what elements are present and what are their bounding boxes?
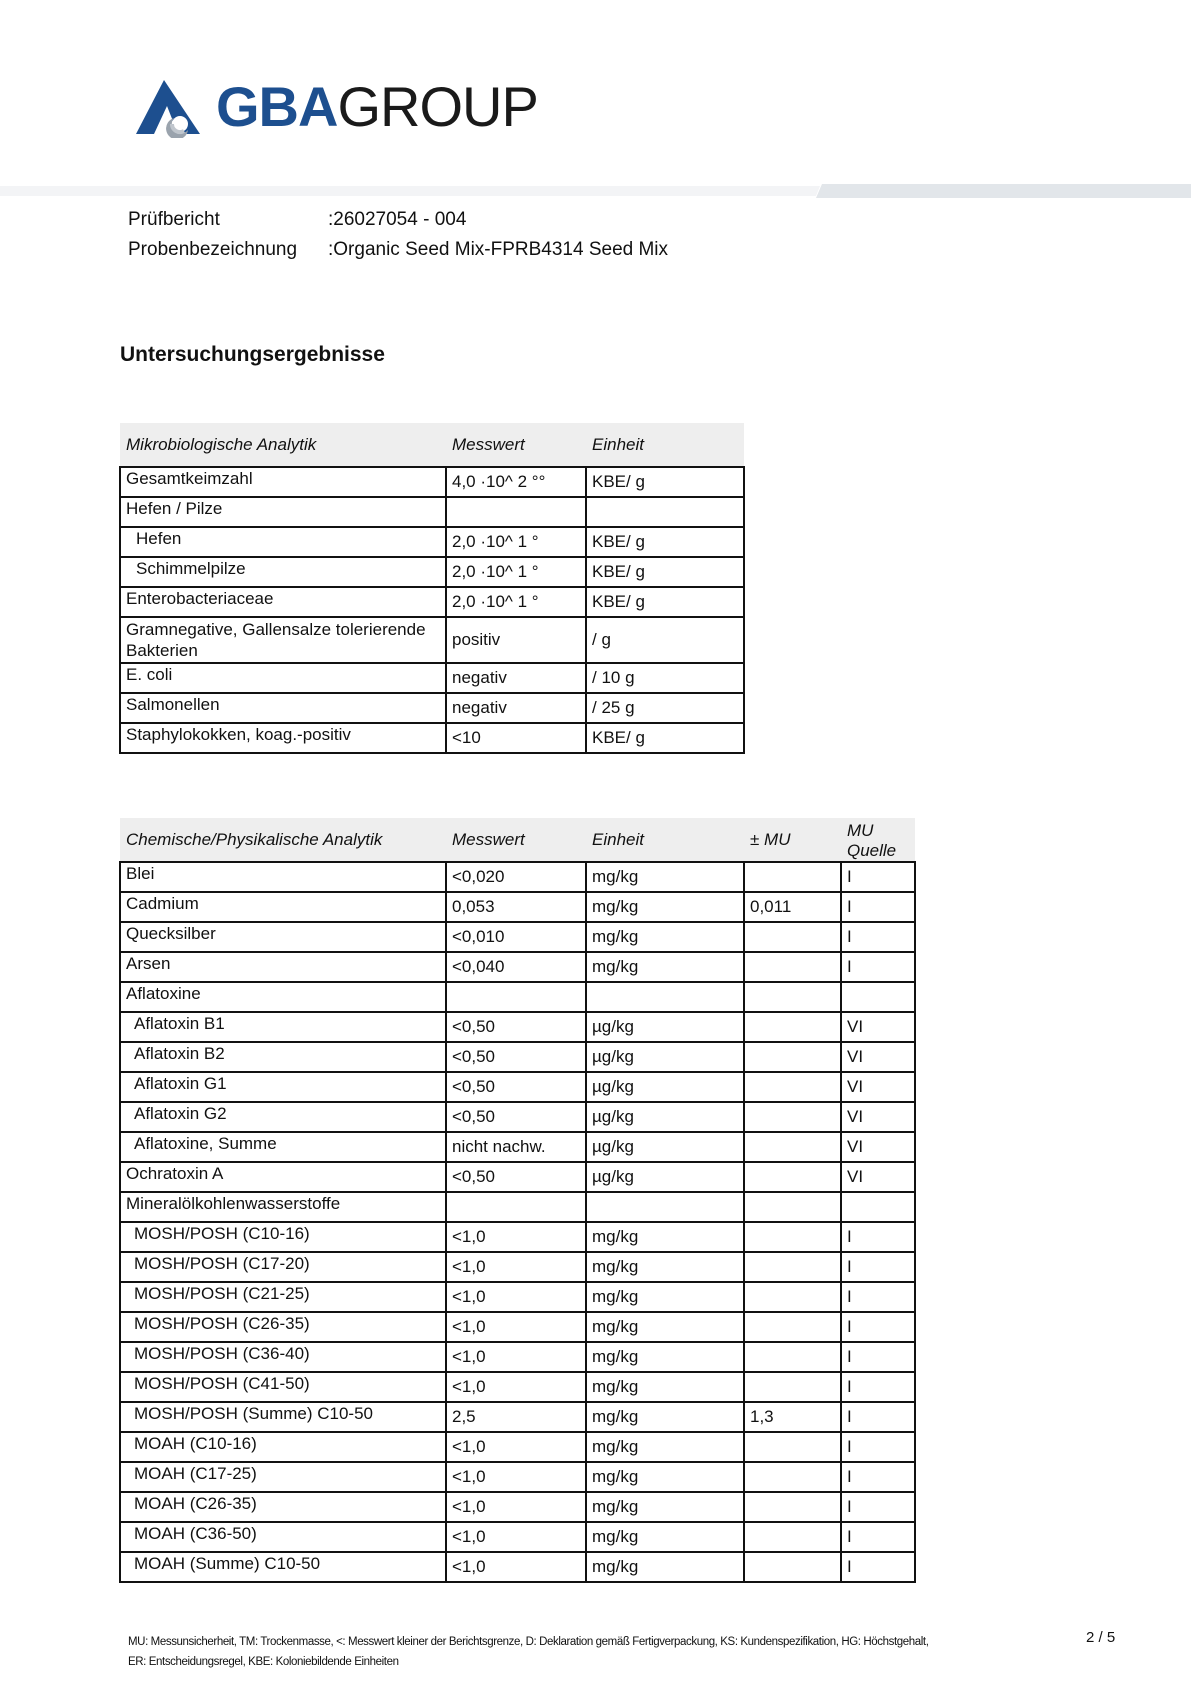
measured-value: <1,0 <box>446 1372 586 1402</box>
table-row <box>120 1342 915 1372</box>
analyte-name: MOSH/POSH (C17-20) <box>120 1252 446 1282</box>
chem-header-value: Messwert <box>446 818 586 862</box>
measurement-uncertainty <box>744 1102 841 1132</box>
header-band <box>0 184 1191 198</box>
measurement-uncertainty: 0,011 <box>744 892 841 922</box>
unit <box>586 1192 744 1222</box>
table-row <box>120 892 915 922</box>
measurement-uncertainty <box>744 982 841 1012</box>
table-row <box>120 1372 915 1402</box>
table-row <box>120 723 744 753</box>
micro-header-row <box>120 423 744 467</box>
measured-value <box>446 1192 586 1222</box>
chem-header-row <box>120 818 915 862</box>
analyte-name: E. coli <box>120 663 446 693</box>
report-number-label: Prüfbericht <box>128 209 220 230</box>
mu-source: I <box>841 1282 915 1312</box>
measured-value: 2,0 ·10^ 1 ° <box>446 527 586 557</box>
measured-value: <1,0 <box>446 1552 586 1582</box>
mu-source: VI <box>841 1132 915 1162</box>
measurement-uncertainty <box>744 1192 841 1222</box>
unit: / g <box>586 617 744 663</box>
unit: mg/kg <box>586 952 744 982</box>
measured-value: <0,50 <box>446 1102 586 1132</box>
unit: µg/kg <box>586 1012 744 1042</box>
unit: mg/kg <box>586 892 744 922</box>
unit: mg/kg <box>586 1432 744 1462</box>
unit: mg/kg <box>586 1312 744 1342</box>
footnote <box>128 1632 1008 1672</box>
table-row <box>120 1282 915 1312</box>
measurement-uncertainty <box>744 1552 841 1582</box>
page-number: 2 / 5 <box>1086 1629 1116 1646</box>
analyte-name: Salmonellen <box>120 693 446 723</box>
mu-source: I <box>841 1552 915 1582</box>
measured-value: 2,0 ·10^ 1 ° <box>446 587 586 617</box>
measured-value: 2,5 <box>446 1402 586 1432</box>
measured-value: negativ <box>446 663 586 693</box>
analyte-name: Hefen <box>120 527 446 557</box>
unit: mg/kg <box>586 862 744 892</box>
table-row <box>120 467 744 497</box>
logo-wordmark: GBAGROUP <box>216 75 538 138</box>
mu-source: I <box>841 1222 915 1252</box>
analyte-name: Staphylokokken, koag.-positiv <box>120 723 446 753</box>
analyte-name: Arsen <box>120 952 446 982</box>
measured-value: <0,50 <box>446 1012 586 1042</box>
analyte-name: Schimmelpilze <box>120 557 446 587</box>
unit: / 10 g <box>586 663 744 693</box>
measurement-uncertainty <box>744 1312 841 1342</box>
mu-source <box>841 982 915 1012</box>
mu-source: I <box>841 862 915 892</box>
unit: mg/kg <box>586 1492 744 1522</box>
mu-source: I <box>841 1252 915 1282</box>
analyte-name: Aflatoxin G1 <box>120 1072 446 1102</box>
table-row <box>120 1312 915 1342</box>
table-row <box>120 1102 915 1132</box>
analyte-name: Gramnegative, Gallensalze tolerierende Bakterien <box>120 617 446 663</box>
unit: µg/kg <box>586 1162 744 1192</box>
measured-value: <0,040 <box>446 952 586 982</box>
measured-value: positiv <box>446 617 586 663</box>
unit: mg/kg <box>586 1222 744 1252</box>
mu-source: VI <box>841 1042 915 1072</box>
table-row <box>120 1492 915 1522</box>
mu-source: I <box>841 1522 915 1552</box>
micro-header-value: Messwert <box>446 423 586 467</box>
table-row <box>120 497 744 527</box>
table-row <box>120 922 915 952</box>
measured-value: <1,0 <box>446 1252 586 1282</box>
measurement-uncertainty <box>744 1252 841 1282</box>
analyte-name: Aflatoxin B2 <box>120 1042 446 1072</box>
measured-value: <0,50 <box>446 1162 586 1192</box>
mu-source: VI <box>841 1072 915 1102</box>
measurement-uncertainty <box>744 1492 841 1522</box>
analyte-name: MOSH/POSH (C41-50) <box>120 1372 446 1402</box>
unit: mg/kg <box>586 1462 744 1492</box>
unit: / 25 g <box>586 693 744 723</box>
table-row <box>120 1072 915 1102</box>
analyte-name: MOSH/POSH (C36-40) <box>120 1342 446 1372</box>
measurement-uncertainty <box>744 1162 841 1192</box>
analyte-name: MOAH (C17-25) <box>120 1462 446 1492</box>
report-number-row <box>128 208 466 232</box>
chem-header-mu-source: MU Quelle <box>841 818 915 862</box>
analyte-name: Aflatoxin B1 <box>120 1012 446 1042</box>
unit: µg/kg <box>586 1102 744 1132</box>
table-row <box>120 1042 915 1072</box>
mu-source: I <box>841 1492 915 1522</box>
mu-source: I <box>841 922 915 952</box>
unit: KBE/ g <box>586 467 744 497</box>
measurement-uncertainty <box>744 1042 841 1072</box>
measured-value: <1,0 <box>446 1462 586 1492</box>
table-row <box>120 1222 915 1252</box>
analyte-name: MOSH/POSH (C21-25) <box>120 1282 446 1312</box>
chem-results-table <box>119 818 916 1583</box>
analyte-name: MOSH/POSH (C26-35) <box>120 1312 446 1342</box>
table-row <box>120 1192 915 1222</box>
analyte-group-name: Aflatoxine <box>120 982 446 1012</box>
analyte-name: Ochratoxin A <box>120 1162 446 1192</box>
unit: mg/kg <box>586 922 744 952</box>
company-logo <box>130 76 560 142</box>
measured-value: <0,50 <box>446 1072 586 1102</box>
table-row <box>120 587 744 617</box>
micro-header-unit: Einheit <box>586 423 744 467</box>
analyte-name: MOAH (Summe) C10-50 <box>120 1552 446 1582</box>
measurement-uncertainty <box>744 1432 841 1462</box>
table-row <box>120 1012 915 1042</box>
unit: mg/kg <box>586 1252 744 1282</box>
analyte-name: MOAH (C26-35) <box>120 1492 446 1522</box>
measurement-uncertainty <box>744 1072 841 1102</box>
table-row <box>120 862 915 892</box>
section-title: Untersuchungsergebnisse <box>120 343 385 366</box>
mu-source: I <box>841 1462 915 1492</box>
measured-value: <1,0 <box>446 1282 586 1312</box>
table-row <box>120 527 744 557</box>
measurement-uncertainty <box>744 1342 841 1372</box>
analyte-group-name: Mineralölkohlenwasserstoffe <box>120 1192 446 1222</box>
unit: mg/kg <box>586 1522 744 1552</box>
analyte-name: Enterobacteriaceae <box>120 587 446 617</box>
measured-value: <10 <box>446 723 586 753</box>
micro-header-analysis: Mikrobiologische Analytik <box>120 423 446 467</box>
analyte-name: MOSH/POSH (C10-16) <box>120 1222 446 1252</box>
unit: mg/kg <box>586 1372 744 1402</box>
mu-source: VI <box>841 1102 915 1132</box>
unit: mg/kg <box>586 1342 744 1372</box>
measurement-uncertainty <box>744 1372 841 1402</box>
measured-value: <1,0 <box>446 1432 586 1462</box>
measurement-uncertainty: 1,3 <box>744 1402 841 1432</box>
table-row <box>120 1402 915 1432</box>
table-row <box>120 952 915 982</box>
analyte-group-name: Hefen / Pilze <box>120 497 446 527</box>
measured-value: <1,0 <box>446 1522 586 1552</box>
table-row <box>120 663 744 693</box>
measurement-uncertainty <box>744 1132 841 1162</box>
unit: µg/kg <box>586 1072 744 1102</box>
table-row <box>120 1162 915 1192</box>
mu-source: VI <box>841 1012 915 1042</box>
analyte-name: Aflatoxine, Summe <box>120 1132 446 1162</box>
measured-value: negativ <box>446 693 586 723</box>
measurement-uncertainty <box>744 1522 841 1552</box>
mu-source: I <box>841 1342 915 1372</box>
table-row <box>120 1552 915 1582</box>
measured-value: nicht nachw. <box>446 1132 586 1162</box>
table-row <box>120 557 744 587</box>
sample-name-value: :Organic Seed Mix-FPRB4314 Seed Mix <box>328 239 669 260</box>
analyte-name: MOAH (C36-50) <box>120 1522 446 1552</box>
measured-value: <1,0 <box>446 1492 586 1522</box>
unit: mg/kg <box>586 1552 744 1582</box>
table-row <box>120 617 744 663</box>
unit: µg/kg <box>586 1042 744 1072</box>
measured-value: <0,010 <box>446 922 586 952</box>
mu-source: I <box>841 892 915 922</box>
measurement-uncertainty <box>744 1012 841 1042</box>
measured-value <box>446 982 586 1012</box>
mu-source: I <box>841 1432 915 1462</box>
sample-name-label: Probenbezeichnung <box>128 239 298 260</box>
footnote-line-1: MU: Messunsicherheit, TM: Trockenmasse, <: Messwert kleiner der Berichtsgrenze, D: Deklaration gemäß Fertigverpackung, KS: Kundenspezifikation, HG: Höchstgehalt, <box>128 1636 929 1648</box>
mu-source: I <box>841 1402 915 1432</box>
measurement-uncertainty <box>744 952 841 982</box>
table-row <box>120 1432 915 1462</box>
chem-header-analysis: Chemische/Physikalische Analytik <box>120 818 446 862</box>
analyte-name: MOSH/POSH (Summe) C10-50 <box>120 1402 446 1432</box>
unit: KBE/ g <box>586 527 744 557</box>
chem-header-mu: ± MU <box>744 818 841 862</box>
measured-value: <1,0 <box>446 1342 586 1372</box>
measured-value: <0,50 <box>446 1042 586 1072</box>
unit: µg/kg <box>586 1132 744 1162</box>
unit: mg/kg <box>586 1282 744 1312</box>
measured-value: 0,053 <box>446 892 586 922</box>
mu-source: I <box>841 952 915 982</box>
measured-value <box>446 497 586 527</box>
analyte-name: Gesamtkeimzahl <box>120 467 446 497</box>
report-number-value: :26027054 - 004 <box>328 209 467 230</box>
measurement-uncertainty <box>744 922 841 952</box>
unit <box>586 497 744 527</box>
mu-source: I <box>841 1312 915 1342</box>
unit: KBE/ g <box>586 557 744 587</box>
unit: KBE/ g <box>586 587 744 617</box>
micro-results-table <box>119 423 745 754</box>
measurement-uncertainty <box>744 1282 841 1312</box>
chem-header-unit: Einheit <box>586 818 744 862</box>
analyte-name: Aflatoxin G2 <box>120 1102 446 1132</box>
measured-value: 4,0 ·10^ 2 °° <box>446 467 586 497</box>
logo-mark-icon <box>130 78 204 138</box>
unit <box>586 982 744 1012</box>
mu-source: VI <box>841 1162 915 1192</box>
mu-source: I <box>841 1372 915 1402</box>
measurement-uncertainty <box>744 1462 841 1492</box>
table-row <box>120 1522 915 1552</box>
measured-value: <1,0 <box>446 1222 586 1252</box>
analyte-name: MOAH (C10-16) <box>120 1432 446 1462</box>
table-row <box>120 1132 915 1162</box>
table-row <box>120 982 915 1012</box>
footnote-line-2: ER: Entscheidungsregel, KBE: Koloniebildende Einheiten <box>128 1656 399 1668</box>
measurement-uncertainty <box>744 1222 841 1252</box>
measured-value: <1,0 <box>446 1312 586 1342</box>
table-row <box>120 693 744 723</box>
unit: KBE/ g <box>586 723 744 753</box>
table-row <box>120 1252 915 1282</box>
measurement-uncertainty <box>744 862 841 892</box>
measured-value: <0,020 <box>446 862 586 892</box>
analyte-name: Cadmium <box>120 892 446 922</box>
table-row <box>120 1462 915 1492</box>
unit: mg/kg <box>586 1402 744 1432</box>
sample-name-row <box>128 238 668 262</box>
mu-source <box>841 1192 915 1222</box>
analyte-name: Blei <box>120 862 446 892</box>
analyte-name: Quecksilber <box>120 922 446 952</box>
measured-value: 2,0 ·10^ 1 ° <box>446 557 586 587</box>
